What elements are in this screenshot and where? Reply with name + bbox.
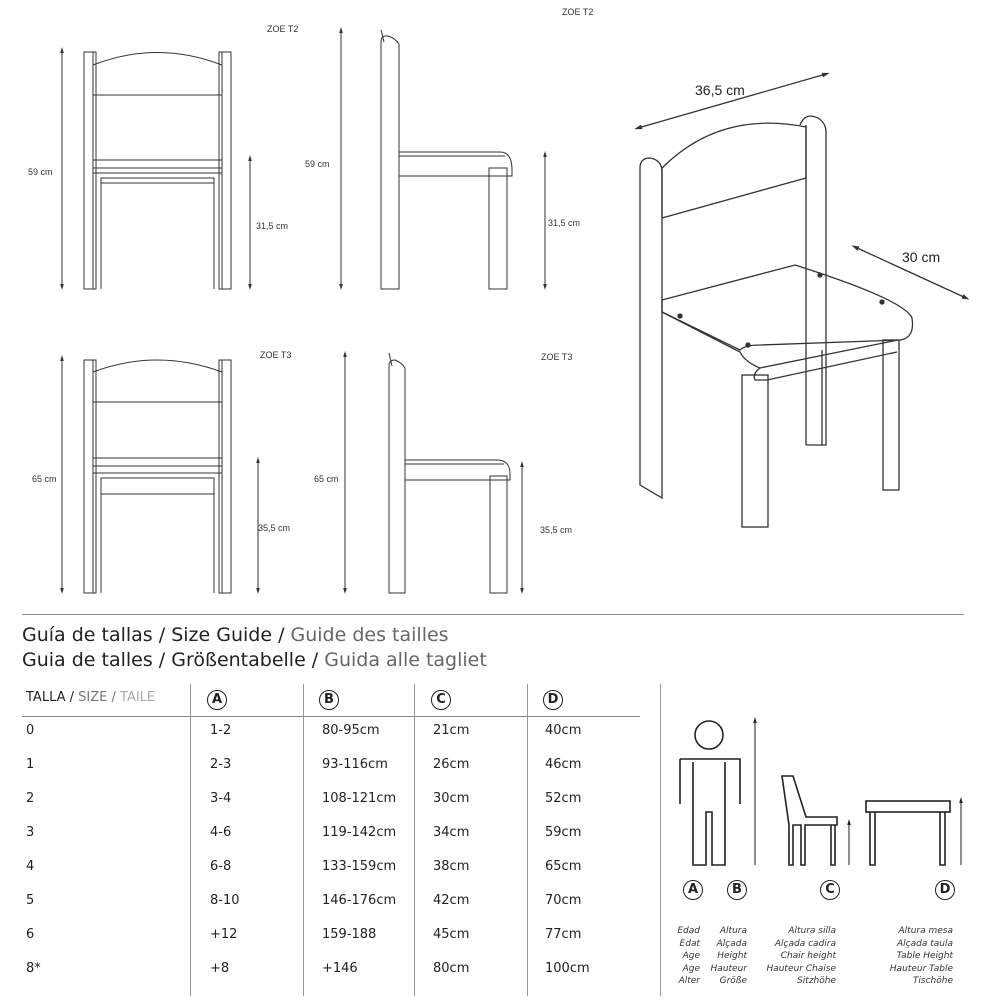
t3-side-seat: 35,5 cm [540,525,573,535]
column-divider [303,684,304,996]
legend-figures [665,700,975,875]
label-zoe-t3-front: ZOE T3 [260,350,292,360]
table-cell-a: +12 [210,927,238,942]
title-line-2-light: Guida alle tagliet [324,649,487,671]
section-divider [22,614,964,615]
column-a-badge: A [207,690,227,710]
t3-front-seat: 35,5 cm [258,523,291,533]
legend-line: Alçada cadira [774,938,836,949]
table-header-talla [26,690,155,705]
table-cell-d: 77cm [545,927,582,942]
isometric-view [638,70,966,527]
table-cell-d: 100cm [545,961,590,976]
legend-a-text [670,925,700,988]
table-cell-a: 1-2 [210,723,232,738]
legend-line: Hauteur [710,963,747,974]
table-cell-b: 146-176cm [322,893,397,908]
legend-line: Tischöhe [912,976,953,986]
table-cell-talla: 0 [26,723,35,738]
table-cell-c: 34cm [433,825,470,840]
column-divider [190,684,191,996]
table-cell-talla: 1 [26,757,35,772]
table-cell-b: 80-95cm [322,723,380,738]
legend-line: Hauteur Chaise [766,963,836,974]
person-icon [680,721,740,865]
table-cell-c: 26cm [433,757,470,772]
legend-line: Chair height [780,951,836,961]
legend-line: Alçada [716,938,747,949]
title-line-2 [22,649,487,671]
table-cell-c: 21cm [433,723,470,738]
title-line-2-main: Guia de talles / Größentabelle / [22,649,325,671]
table-cell-talla: 3 [26,825,35,840]
label-zoe-t2-front: ZOE T2 [267,24,299,34]
table-cell-b: +146 [322,961,358,976]
t3-side-view [345,353,522,593]
t3-side-height: 65 cm [314,474,339,484]
t2-front-height: 59 cm [28,167,53,177]
title-line-1 [22,624,449,646]
table-icon [866,801,950,865]
column-c-badge: C [431,690,451,710]
table-cell-a: +8 [210,961,230,976]
table-cell-b: 119-142cm [322,825,397,840]
t3-front-height: 65 cm [32,474,57,484]
legend-line: Sitzhöhe [797,976,836,986]
header-taile: TAILE [120,690,156,705]
legend-line: Table Height [896,951,953,961]
table-cell-d: 70cm [545,893,582,908]
table-cell-talla: 8* [26,961,41,976]
table-cell-d: 59cm [545,825,582,840]
column-d-badge: D [543,690,563,710]
header-size: SIZE / [78,690,121,705]
table-cell-a: 4-6 [210,825,232,840]
legend-b-badge: B [727,880,747,900]
table-cell-talla: 5 [26,893,35,908]
title-line-1-light: Guide des tailles [290,624,449,646]
table-cell-talla: 4 [26,859,35,874]
table-cell-a: 3-4 [210,791,232,806]
legend-a-badge: A [683,880,703,900]
legend-line: Alçada taula [897,938,953,949]
table-cell-talla: 2 [26,791,35,806]
table-cell-a: 8-10 [210,893,240,908]
chair-icon [782,776,837,865]
t3-front-view [62,358,258,593]
legend-c-badge: C [820,880,840,900]
label-zoe-t3-side: ZOE T3 [541,352,573,362]
label-zoe-t2-side: ZOE T2 [562,7,594,17]
iso-width: 36,5 cm [695,82,745,98]
table-cell-a: 2-3 [210,757,232,772]
legend-d-text [880,925,953,988]
t2-side-seat: 31,5 cm [548,218,581,228]
legend-d-badge: D [935,880,955,900]
legend-line: Größe [719,976,747,986]
legend-line: Edad [677,926,700,936]
legend-line: Age [682,963,700,974]
table-header-rule [22,716,640,717]
legend-line: Alter [678,976,700,986]
legend-line: Altura [719,926,747,936]
t2-side-view [341,30,545,289]
table-cell-c: 38cm [433,859,470,874]
legend-line: Hauteur Table [889,963,953,974]
legend-line: Altura mesa [898,926,953,936]
column-divider [527,684,528,996]
t2-side-height: 59 cm [305,159,330,169]
legend-line: Edat [679,938,700,949]
table-cell-c: 80cm [433,961,470,976]
legend-c-text [760,925,836,988]
table-cell-b: 108-121cm [322,791,397,806]
table-cell-b: 159-188 [322,927,377,942]
table-cell-c: 42cm [433,893,470,908]
table-cell-c: 45cm [433,927,470,942]
table-cell-a: 6-8 [210,859,232,874]
legend-line: Altura silla [788,926,836,936]
header-talla: TALLA / [26,690,79,705]
legend-line: Height [717,951,747,961]
column-divider [414,684,415,996]
legend-line: Age [682,951,700,961]
table-cell-b: 133-159cm [322,859,397,874]
table-cell-d: 52cm [545,791,582,806]
table-cell-b: 93-116cm [322,757,388,772]
t2-front-seat: 31,5 cm [256,221,289,231]
iso-depth: 30 cm [902,249,941,265]
table-cell-talla: 6 [26,927,35,942]
table-cell-c: 30cm [433,791,470,806]
column-b-badge: B [319,690,339,710]
legend-b-text [705,925,747,988]
legend-divider [660,684,661,996]
t2-front-view [62,50,250,289]
table-cell-d: 40cm [545,723,582,738]
title-line-1-main: Guía de tallas / Size Guide / [22,624,291,646]
table-cell-d: 46cm [545,757,582,772]
table-cell-d: 65cm [545,859,582,874]
